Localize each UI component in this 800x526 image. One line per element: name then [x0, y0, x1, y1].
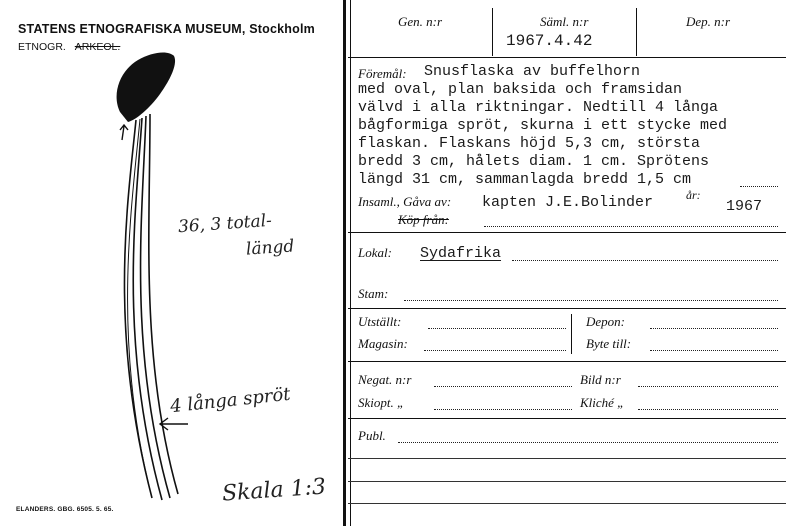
prongs-note: 4 långa spröt: [169, 383, 292, 418]
kop-dots: [484, 226, 778, 227]
skiopt-dots: [434, 409, 572, 410]
museum-title: STATENS ETNOGRAFISKA MUSEUM, Stockholm: [18, 22, 315, 36]
card-left-border: [343, 0, 346, 526]
skiopt-label: Skiopt. „: [358, 395, 405, 410]
foremal-line-6: bredd 3 cm, hålets diam. 1 cm. Sprötens: [358, 153, 710, 170]
foremal-label: Föremål:: [358, 66, 407, 81]
stam-label: Stam:: [358, 286, 389, 301]
insaml-value: kapten J.E.Bolinder: [482, 194, 654, 211]
magasin-label: Magasin:: [358, 336, 408, 351]
gen-label: Gen. n:r: [398, 14, 443, 29]
publ-rule-1: [348, 458, 786, 459]
numrow-bottom-line: [348, 57, 786, 58]
foremal-line-2: med oval, plan baksida och framsidan: [358, 81, 683, 98]
dept-arkeol: ARKEOL.: [74, 41, 121, 53]
numrow-divider-1: [492, 8, 493, 56]
magasin-bottom-line: [348, 361, 786, 362]
lokal-label: Lokal:: [358, 245, 392, 260]
total-length-note: 36, 3 total-: [177, 210, 273, 238]
bild-dots: [638, 386, 778, 387]
stam-dots: [404, 300, 778, 301]
saml-value: 1967.4.42: [506, 32, 593, 50]
foremal-line-3: välvd i alla riktningar. Nedtill 4 långa: [358, 99, 719, 116]
magasin-dots: [424, 350, 566, 351]
foremal-bottom-line: [348, 232, 786, 233]
kop-label: Köp från:: [398, 212, 449, 227]
publ-dots: [398, 442, 778, 443]
foremal-line-4: bågformiga spröt, skurna i ett stycke med: [358, 117, 728, 134]
utstallt-dots: [428, 328, 566, 329]
kliche-label: Kliché „: [580, 395, 625, 410]
total-length-note-2: längd: [245, 236, 295, 260]
dep-label: Dep. n:r: [686, 14, 731, 29]
publ-label: Publ.: [358, 428, 386, 443]
insaml-label: Insaml., Gåva av:: [358, 194, 452, 209]
utstallt-divider: [571, 314, 572, 354]
negat-label: Negat. n:r: [358, 372, 412, 387]
numrow-divider-2: [636, 8, 637, 56]
lokal-dots: [512, 260, 778, 261]
depon-dots: [650, 328, 778, 329]
foremal-line-7: längd 31 cm, sammanlagda bredd 1,5 cm: [358, 171, 692, 188]
snuff-bottle-drawing: [0, 0, 345, 526]
kliche-dots: [638, 409, 778, 410]
lokal-value: Sydafrika: [420, 245, 502, 262]
saml-label: Säml. n:r: [540, 14, 589, 29]
byte-dots: [650, 350, 778, 351]
foremal-line-1: Snusflaska av buffelhorn: [424, 63, 641, 80]
bild-label: Bild n:r: [580, 372, 621, 387]
ar-value: 1967: [726, 198, 763, 215]
publ-rule-2: [348, 481, 786, 482]
utstallt-label: Utställt:: [358, 314, 402, 329]
scale-note: Skala 1:3: [221, 474, 327, 507]
foremal-line-5: flaskan. Flaskans höjd 5,3 cm, största: [358, 135, 701, 152]
negat-dots: [434, 386, 572, 387]
dept-etnogr: ETNOGR.: [18, 41, 66, 53]
ar-label: år:: [686, 188, 701, 202]
negat-bottom-line: [348, 418, 786, 419]
byte-label: Byte till:: [586, 336, 632, 351]
publ-rule-3: [348, 503, 786, 504]
card-left-border-inner: [350, 0, 351, 526]
depon-label: Depon:: [586, 314, 625, 329]
stam-bottom-line: [348, 308, 786, 309]
printer-imprint: ELANDERS. GBG. 6505. 5. 65.: [16, 506, 114, 513]
foremal-dots: [740, 186, 778, 187]
